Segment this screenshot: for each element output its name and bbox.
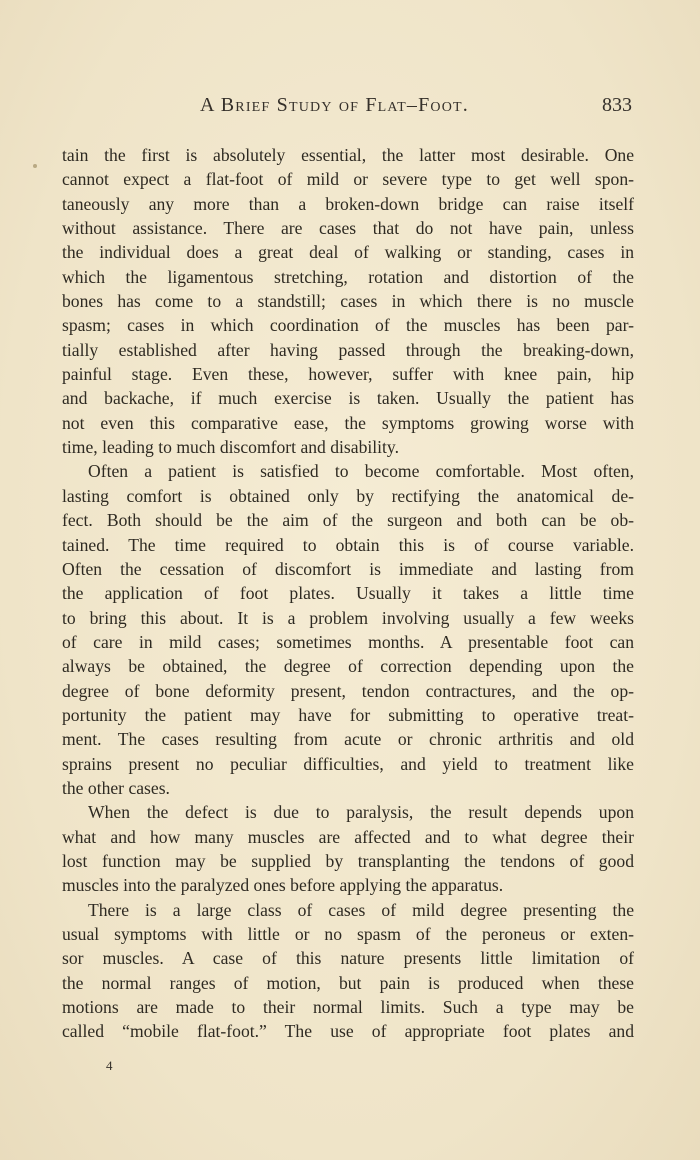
text-line: tain the first is absolutely essential, the latter most desirable. One [62, 145, 634, 165]
text-line: cannot expect a flat-foot of mild or severe type to get well spon- [62, 169, 634, 190]
signature-mark: 4 [106, 1058, 113, 1073]
text-line: degree of bone deformity present, tendon contractures, and the op- [62, 680, 634, 701]
text-line: of care in mild cases; sometimes months. A presentable foot can [62, 631, 634, 652]
text-line: usual symptoms with little or no spasm of the peroneus or exten- [62, 924, 634, 944]
text-line: sprains present no peculiar difficulties, and yield to treatment like [62, 753, 634, 774]
page-number: 833 [602, 94, 632, 116]
text-line: When the defect is due to paralysis, the result depends upon [88, 802, 634, 823]
text-line: bones has come to a standstill; cases in which there is no muscle [62, 291, 634, 312]
text-line: muscles into the paralyzed ones before applying the apparatus. [62, 875, 504, 896]
text-line: what and how many muscles are affected and to what degree their [62, 826, 634, 847]
paragraph [62, 898, 634, 1044]
text-line: not even this comparative ease, the symptoms growing worse with [62, 412, 634, 433]
running-title: A Brief Study of Flat–Foot. [200, 94, 470, 116]
text-line: Often a patient is satisfied to become comfortable. Most often, [88, 461, 634, 482]
text-line: motions are made to their normal limits. Such a type may be [62, 997, 634, 1018]
text-line: without assistance. There are cases that do not have pain, unless [62, 218, 634, 239]
text-line: the other cases. [62, 777, 170, 798]
body-text [62, 143, 634, 1044]
text-line: taneously any more than a broken-down bridge can raise itself [62, 193, 634, 214]
text-line: There is a large class of cases of mild degree presenting the [88, 899, 634, 920]
text-line: spasm; cases in which coordination of the muscles has been par- [62, 315, 634, 336]
text-line: the normal ranges of motion, but pain is produced when these [62, 972, 634, 993]
running-head [62, 94, 632, 124]
text-line: tained. The time required to obtain this is of course variable. [62, 534, 634, 555]
text-line: which the ligamentous stretching, rotation and distortion of the [62, 266, 634, 287]
text-line: tially established after having passed through the breaking-down, [62, 339, 634, 360]
text-line: the individual does a great deal of walking or standing, cases in [62, 242, 634, 263]
text-line: fect. Both should be the aim of the surgeon and both can be ob- [62, 510, 634, 531]
paragraph [62, 459, 634, 800]
text-line: Often the cessation of discomfort is immediate and lasting from [62, 558, 634, 579]
paragraph [62, 143, 634, 459]
text-line: painful stage. Even these, however, suffer with knee pain, hip [62, 364, 634, 385]
text-line: sor muscles. A case of this nature presents little limitation of [62, 948, 634, 969]
text-line: lasting comfort is obtained only by rectifying the anatomical de- [62, 485, 634, 506]
text-line: ment. The cases resulting from acute or chronic arthritis and old [62, 729, 634, 750]
text-line: always be obtained, the degree of correction depending upon the [62, 656, 634, 677]
paragraph [62, 800, 634, 897]
text-line: time, leading to much discomfort and disability. [62, 437, 399, 458]
text-line: and backache, if much exercise is taken. Usually the patient has [62, 388, 634, 409]
text-line: to bring this about. It is a problem involving usually a few weeks [62, 607, 634, 628]
text-line: the application of foot plates. Usually it takes a little time [62, 583, 634, 604]
text-line: called “mobile flat-foot.” The use of appropriate foot plates and [62, 1021, 634, 1042]
paper-speck [33, 164, 37, 168]
text-line: portunity the patient may have for submitting to operative treat- [62, 704, 634, 725]
text-line: lost function may be supplied by transplanting the tendons of good [62, 850, 634, 871]
